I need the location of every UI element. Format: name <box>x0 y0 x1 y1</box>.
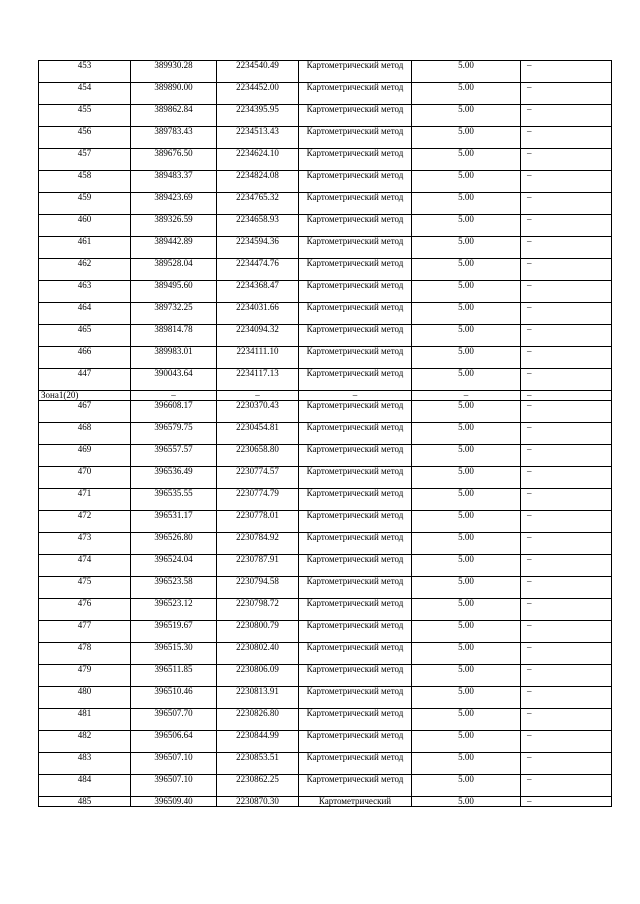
point-number-cell: 472 <box>39 511 131 533</box>
note-cell: – <box>521 347 612 369</box>
table-row <box>39 171 612 193</box>
zone-label-cell: Зона1(20) <box>39 391 131 401</box>
point-number-cell: 471 <box>39 489 131 511</box>
coord-x-cell: 396507.10 <box>131 753 217 775</box>
point-number-cell: 482 <box>39 731 131 753</box>
method-cell: Картометрический метод <box>299 709 412 731</box>
coord-x-cell: 396531.17 <box>131 511 217 533</box>
point-number-cell: 480 <box>39 687 131 709</box>
table-row <box>39 709 612 731</box>
table-row <box>39 61 612 83</box>
accuracy-cell: 5.00 <box>412 83 521 105</box>
method-cell: Картометрический метод <box>299 171 412 193</box>
accuracy-cell: 5.00 <box>412 325 521 347</box>
coord-x-cell: 389814.78 <box>131 325 217 347</box>
note-cell: – <box>521 423 612 445</box>
coord-x-cell: 396519.67 <box>131 621 217 643</box>
note-cell: – <box>521 215 612 237</box>
table-row <box>39 555 612 577</box>
coord-x-cell: 396536.49 <box>131 467 217 489</box>
coord-x-cell: 396579.75 <box>131 423 217 445</box>
table-row <box>39 281 612 303</box>
method-cell: Картометрический метод <box>299 105 412 127</box>
point-number-cell: 474 <box>39 555 131 577</box>
point-number-cell: 485 <box>39 797 131 807</box>
method-cell: Картометрический метод <box>299 237 412 259</box>
accuracy-cell: 5.00 <box>412 369 521 391</box>
note-cell: – <box>521 303 612 325</box>
coord-x-cell: 389983.01 <box>131 347 217 369</box>
accuracy-cell: 5.00 <box>412 489 521 511</box>
note-cell: – <box>521 105 612 127</box>
note-cell: – <box>521 533 612 555</box>
coord-x-cell: 389732.25 <box>131 303 217 325</box>
table-row <box>39 105 612 127</box>
accuracy-cell: 5.00 <box>412 577 521 599</box>
point-number-cell: 460 <box>39 215 131 237</box>
point-number-cell: 476 <box>39 599 131 621</box>
table-row <box>39 775 612 797</box>
accuracy-cell: 5.00 <box>412 237 521 259</box>
coord-y-cell: 2230774.57 <box>217 467 299 489</box>
method-cell: Картометрический метод <box>299 775 412 797</box>
table-row <box>39 511 612 533</box>
point-number-cell: 455 <box>39 105 131 127</box>
method-cell: – <box>299 391 412 401</box>
coord-y-cell: 2230798.72 <box>217 599 299 621</box>
note-cell: – <box>521 665 612 687</box>
coord-y-cell: 2230370.43 <box>217 401 299 423</box>
note-cell: – <box>521 775 612 797</box>
table-row <box>39 665 612 687</box>
coord-y-cell: 2234474.76 <box>217 259 299 281</box>
point-number-cell: 479 <box>39 665 131 687</box>
table-row <box>39 127 612 149</box>
coord-x-cell: 396511.85 <box>131 665 217 687</box>
method-cell: Картометрический <box>299 797 412 807</box>
accuracy-cell: 5.00 <box>412 401 521 423</box>
coord-y-cell: 2230794.58 <box>217 577 299 599</box>
coord-y-cell: 2234117.13 <box>217 369 299 391</box>
table-row <box>39 687 612 709</box>
method-cell: Картометрический метод <box>299 445 412 467</box>
method-cell: Картометрический метод <box>299 555 412 577</box>
point-number-cell: 459 <box>39 193 131 215</box>
table-row <box>39 797 612 807</box>
coord-x-cell: 396523.58 <box>131 577 217 599</box>
accuracy-cell: 5.00 <box>412 797 521 807</box>
method-cell: Картометрический метод <box>299 489 412 511</box>
coord-y-cell: 2234395.95 <box>217 105 299 127</box>
coord-x-cell: 396506.64 <box>131 731 217 753</box>
note-cell: – <box>521 577 612 599</box>
coord-y-cell: 2230787.91 <box>217 555 299 577</box>
coord-x-cell: 396515.30 <box>131 643 217 665</box>
table-row <box>39 149 612 171</box>
accuracy-cell: 5.00 <box>412 193 521 215</box>
note-cell: – <box>521 193 612 215</box>
point-number-cell: 475 <box>39 577 131 599</box>
coord-y-cell: 2230802.40 <box>217 643 299 665</box>
coord-y-cell: 2234368.47 <box>217 281 299 303</box>
method-cell: Картометрический метод <box>299 731 412 753</box>
accuracy-cell: 5.00 <box>412 709 521 731</box>
coord-y-cell: 2230658.80 <box>217 445 299 467</box>
table-row <box>39 599 612 621</box>
table-row <box>39 533 612 555</box>
method-cell: Картометрический метод <box>299 61 412 83</box>
note-cell: – <box>521 401 612 423</box>
note-cell: – <box>521 325 612 347</box>
coord-y-cell: 2230813.91 <box>217 687 299 709</box>
point-number-cell: 453 <box>39 61 131 83</box>
coord-y-cell: 2234824.08 <box>217 171 299 193</box>
table-row <box>39 215 612 237</box>
coord-y-cell: 2230862.25 <box>217 775 299 797</box>
coord-x-cell: 389930.28 <box>131 61 217 83</box>
coord-y-cell: 2230784.92 <box>217 533 299 555</box>
point-number-cell: 473 <box>39 533 131 555</box>
method-cell: Картометрический метод <box>299 643 412 665</box>
coord-y-cell: 2234765.32 <box>217 193 299 215</box>
note-cell: – <box>521 391 612 401</box>
table-row <box>39 303 612 325</box>
accuracy-cell: 5.00 <box>412 533 521 555</box>
coord-y-cell: 2230844.99 <box>217 731 299 753</box>
table-row <box>39 445 612 467</box>
table-row <box>39 347 612 369</box>
note-cell: – <box>521 281 612 303</box>
coordinates-table <box>38 60 612 807</box>
note-cell: – <box>521 511 612 533</box>
coord-x-cell: 396523.12 <box>131 599 217 621</box>
coord-y-cell: 2230800.79 <box>217 621 299 643</box>
method-cell: Картометрический метод <box>299 599 412 621</box>
method-cell: Картометрический метод <box>299 127 412 149</box>
method-cell: Картометрический метод <box>299 577 412 599</box>
table-row <box>39 237 612 259</box>
coord-y-cell: 2230778.01 <box>217 511 299 533</box>
point-number-cell: 447 <box>39 369 131 391</box>
note-cell: – <box>521 369 612 391</box>
note-cell: – <box>521 709 612 731</box>
coord-y-cell: 2230853.51 <box>217 753 299 775</box>
note-cell: – <box>521 687 612 709</box>
accuracy-cell: 5.00 <box>412 753 521 775</box>
coord-x-cell: 389483.37 <box>131 171 217 193</box>
note-cell: – <box>521 797 612 807</box>
table-row <box>39 753 612 775</box>
accuracy-cell: 5.00 <box>412 665 521 687</box>
point-number-cell: 458 <box>39 171 131 193</box>
method-cell: Картометрический метод <box>299 303 412 325</box>
point-number-cell: 468 <box>39 423 131 445</box>
coord-x-cell: 396507.70 <box>131 709 217 731</box>
coord-y-cell: 2234031.66 <box>217 303 299 325</box>
method-cell: Картометрический метод <box>299 347 412 369</box>
accuracy-cell: 5.00 <box>412 731 521 753</box>
coord-x-cell: 396509.40 <box>131 797 217 807</box>
table-row <box>39 467 612 489</box>
table-row <box>39 423 612 445</box>
table-row <box>39 643 612 665</box>
point-number-cell: 467 <box>39 401 131 423</box>
table-row <box>39 325 612 347</box>
point-number-cell: 478 <box>39 643 131 665</box>
method-cell: Картометрический метод <box>299 215 412 237</box>
accuracy-cell: 5.00 <box>412 445 521 467</box>
point-number-cell: 461 <box>39 237 131 259</box>
accuracy-cell: 5.00 <box>412 555 521 577</box>
method-cell: Картометрический метод <box>299 83 412 105</box>
coord-y-cell: 2234452.00 <box>217 83 299 105</box>
note-cell: – <box>521 149 612 171</box>
table-row <box>39 731 612 753</box>
coord-x-cell: 389326.59 <box>131 215 217 237</box>
method-cell: Картометрический метод <box>299 621 412 643</box>
table-row <box>39 401 612 423</box>
coord-x-cell: 389442.89 <box>131 237 217 259</box>
coord-y-cell: – <box>217 391 299 401</box>
method-cell: Картометрический метод <box>299 325 412 347</box>
point-number-cell: 454 <box>39 83 131 105</box>
coord-x-cell: 396524.04 <box>131 555 217 577</box>
coord-y-cell: 2230826.80 <box>217 709 299 731</box>
point-number-cell: 470 <box>39 467 131 489</box>
accuracy-cell: 5.00 <box>412 259 521 281</box>
coord-x-cell: 396557.57 <box>131 445 217 467</box>
note-cell: – <box>521 643 612 665</box>
table-body <box>39 61 612 807</box>
accuracy-cell: 5.00 <box>412 621 521 643</box>
point-number-cell: 477 <box>39 621 131 643</box>
method-cell: Картометрический метод <box>299 281 412 303</box>
coord-x-cell: 389890.00 <box>131 83 217 105</box>
coord-y-cell: 2234658.93 <box>217 215 299 237</box>
point-number-cell: 464 <box>39 303 131 325</box>
accuracy-cell: 5.00 <box>412 467 521 489</box>
accuracy-cell: 5.00 <box>412 171 521 193</box>
table-row <box>39 193 612 215</box>
accuracy-cell: 5.00 <box>412 215 521 237</box>
note-cell: – <box>521 599 612 621</box>
method-cell: Картометрический метод <box>299 369 412 391</box>
coord-y-cell: 2230806.09 <box>217 665 299 687</box>
note-cell: – <box>521 127 612 149</box>
coord-x-cell: 389862.84 <box>131 105 217 127</box>
accuracy-cell: 5.00 <box>412 303 521 325</box>
method-cell: Картометрический метод <box>299 193 412 215</box>
coord-x-cell: – <box>131 391 217 401</box>
point-number-cell: 463 <box>39 281 131 303</box>
note-cell: – <box>521 445 612 467</box>
point-number-cell: 484 <box>39 775 131 797</box>
note-cell: – <box>521 731 612 753</box>
note-cell: – <box>521 171 612 193</box>
zone-header-row <box>39 391 612 401</box>
accuracy-cell: 5.00 <box>412 687 521 709</box>
method-cell: Картометрический метод <box>299 665 412 687</box>
coord-y-cell: 2234540.49 <box>217 61 299 83</box>
method-cell: Картометрический метод <box>299 149 412 171</box>
note-cell: – <box>521 489 612 511</box>
coord-x-cell: 389423.69 <box>131 193 217 215</box>
accuracy-cell: 5.00 <box>412 61 521 83</box>
point-number-cell: 481 <box>39 709 131 731</box>
table-row <box>39 577 612 599</box>
note-cell: – <box>521 259 612 281</box>
accuracy-cell: 5.00 <box>412 281 521 303</box>
point-number-cell: 462 <box>39 259 131 281</box>
coord-x-cell: 389495.60 <box>131 281 217 303</box>
method-cell: Картометрический метод <box>299 259 412 281</box>
coord-x-cell: 390043.64 <box>131 369 217 391</box>
point-number-cell: 456 <box>39 127 131 149</box>
note-cell: – <box>521 753 612 775</box>
coord-x-cell: 389783.43 <box>131 127 217 149</box>
table-row <box>39 369 612 391</box>
method-cell: Картометрический метод <box>299 753 412 775</box>
coord-x-cell: 396510.46 <box>131 687 217 709</box>
table-row <box>39 83 612 105</box>
accuracy-cell: 5.00 <box>412 423 521 445</box>
table-row <box>39 621 612 643</box>
note-cell: – <box>521 467 612 489</box>
note-cell: – <box>521 555 612 577</box>
accuracy-cell: 5.00 <box>412 599 521 621</box>
accuracy-cell: 5.00 <box>412 105 521 127</box>
table-row <box>39 489 612 511</box>
coord-y-cell: 2234513.43 <box>217 127 299 149</box>
accuracy-cell: – <box>412 391 521 401</box>
method-cell: Картометрический метод <box>299 533 412 555</box>
note-cell: – <box>521 83 612 105</box>
coord-y-cell: 2230870.30 <box>217 797 299 807</box>
point-number-cell: 465 <box>39 325 131 347</box>
note-cell: – <box>521 61 612 83</box>
coord-x-cell: 396535.55 <box>131 489 217 511</box>
coord-y-cell: 2234624.10 <box>217 149 299 171</box>
accuracy-cell: 5.00 <box>412 149 521 171</box>
coord-x-cell: 396526.80 <box>131 533 217 555</box>
coord-x-cell: 396507.10 <box>131 775 217 797</box>
coord-y-cell: 2230454.81 <box>217 423 299 445</box>
point-number-cell: 483 <box>39 753 131 775</box>
method-cell: Картометрический метод <box>299 423 412 445</box>
accuracy-cell: 5.00 <box>412 127 521 149</box>
method-cell: Картометрический метод <box>299 687 412 709</box>
method-cell: Картометрический метод <box>299 511 412 533</box>
table-row <box>39 259 612 281</box>
accuracy-cell: 5.00 <box>412 347 521 369</box>
point-number-cell: 469 <box>39 445 131 467</box>
point-number-cell: 457 <box>39 149 131 171</box>
note-cell: – <box>521 621 612 643</box>
coord-y-cell: 2234594.36 <box>217 237 299 259</box>
coord-y-cell: 2234111.10 <box>217 347 299 369</box>
coord-x-cell: 389528.04 <box>131 259 217 281</box>
note-cell: – <box>521 237 612 259</box>
coord-x-cell: 389676.50 <box>131 149 217 171</box>
coord-y-cell: 2234094.32 <box>217 325 299 347</box>
point-number-cell: 466 <box>39 347 131 369</box>
method-cell: Картометрический метод <box>299 401 412 423</box>
accuracy-cell: 5.00 <box>412 775 521 797</box>
coord-x-cell: 396608.17 <box>131 401 217 423</box>
accuracy-cell: 5.00 <box>412 511 521 533</box>
coord-y-cell: 2230774.79 <box>217 489 299 511</box>
accuracy-cell: 5.00 <box>412 643 521 665</box>
method-cell: Картометрический метод <box>299 467 412 489</box>
